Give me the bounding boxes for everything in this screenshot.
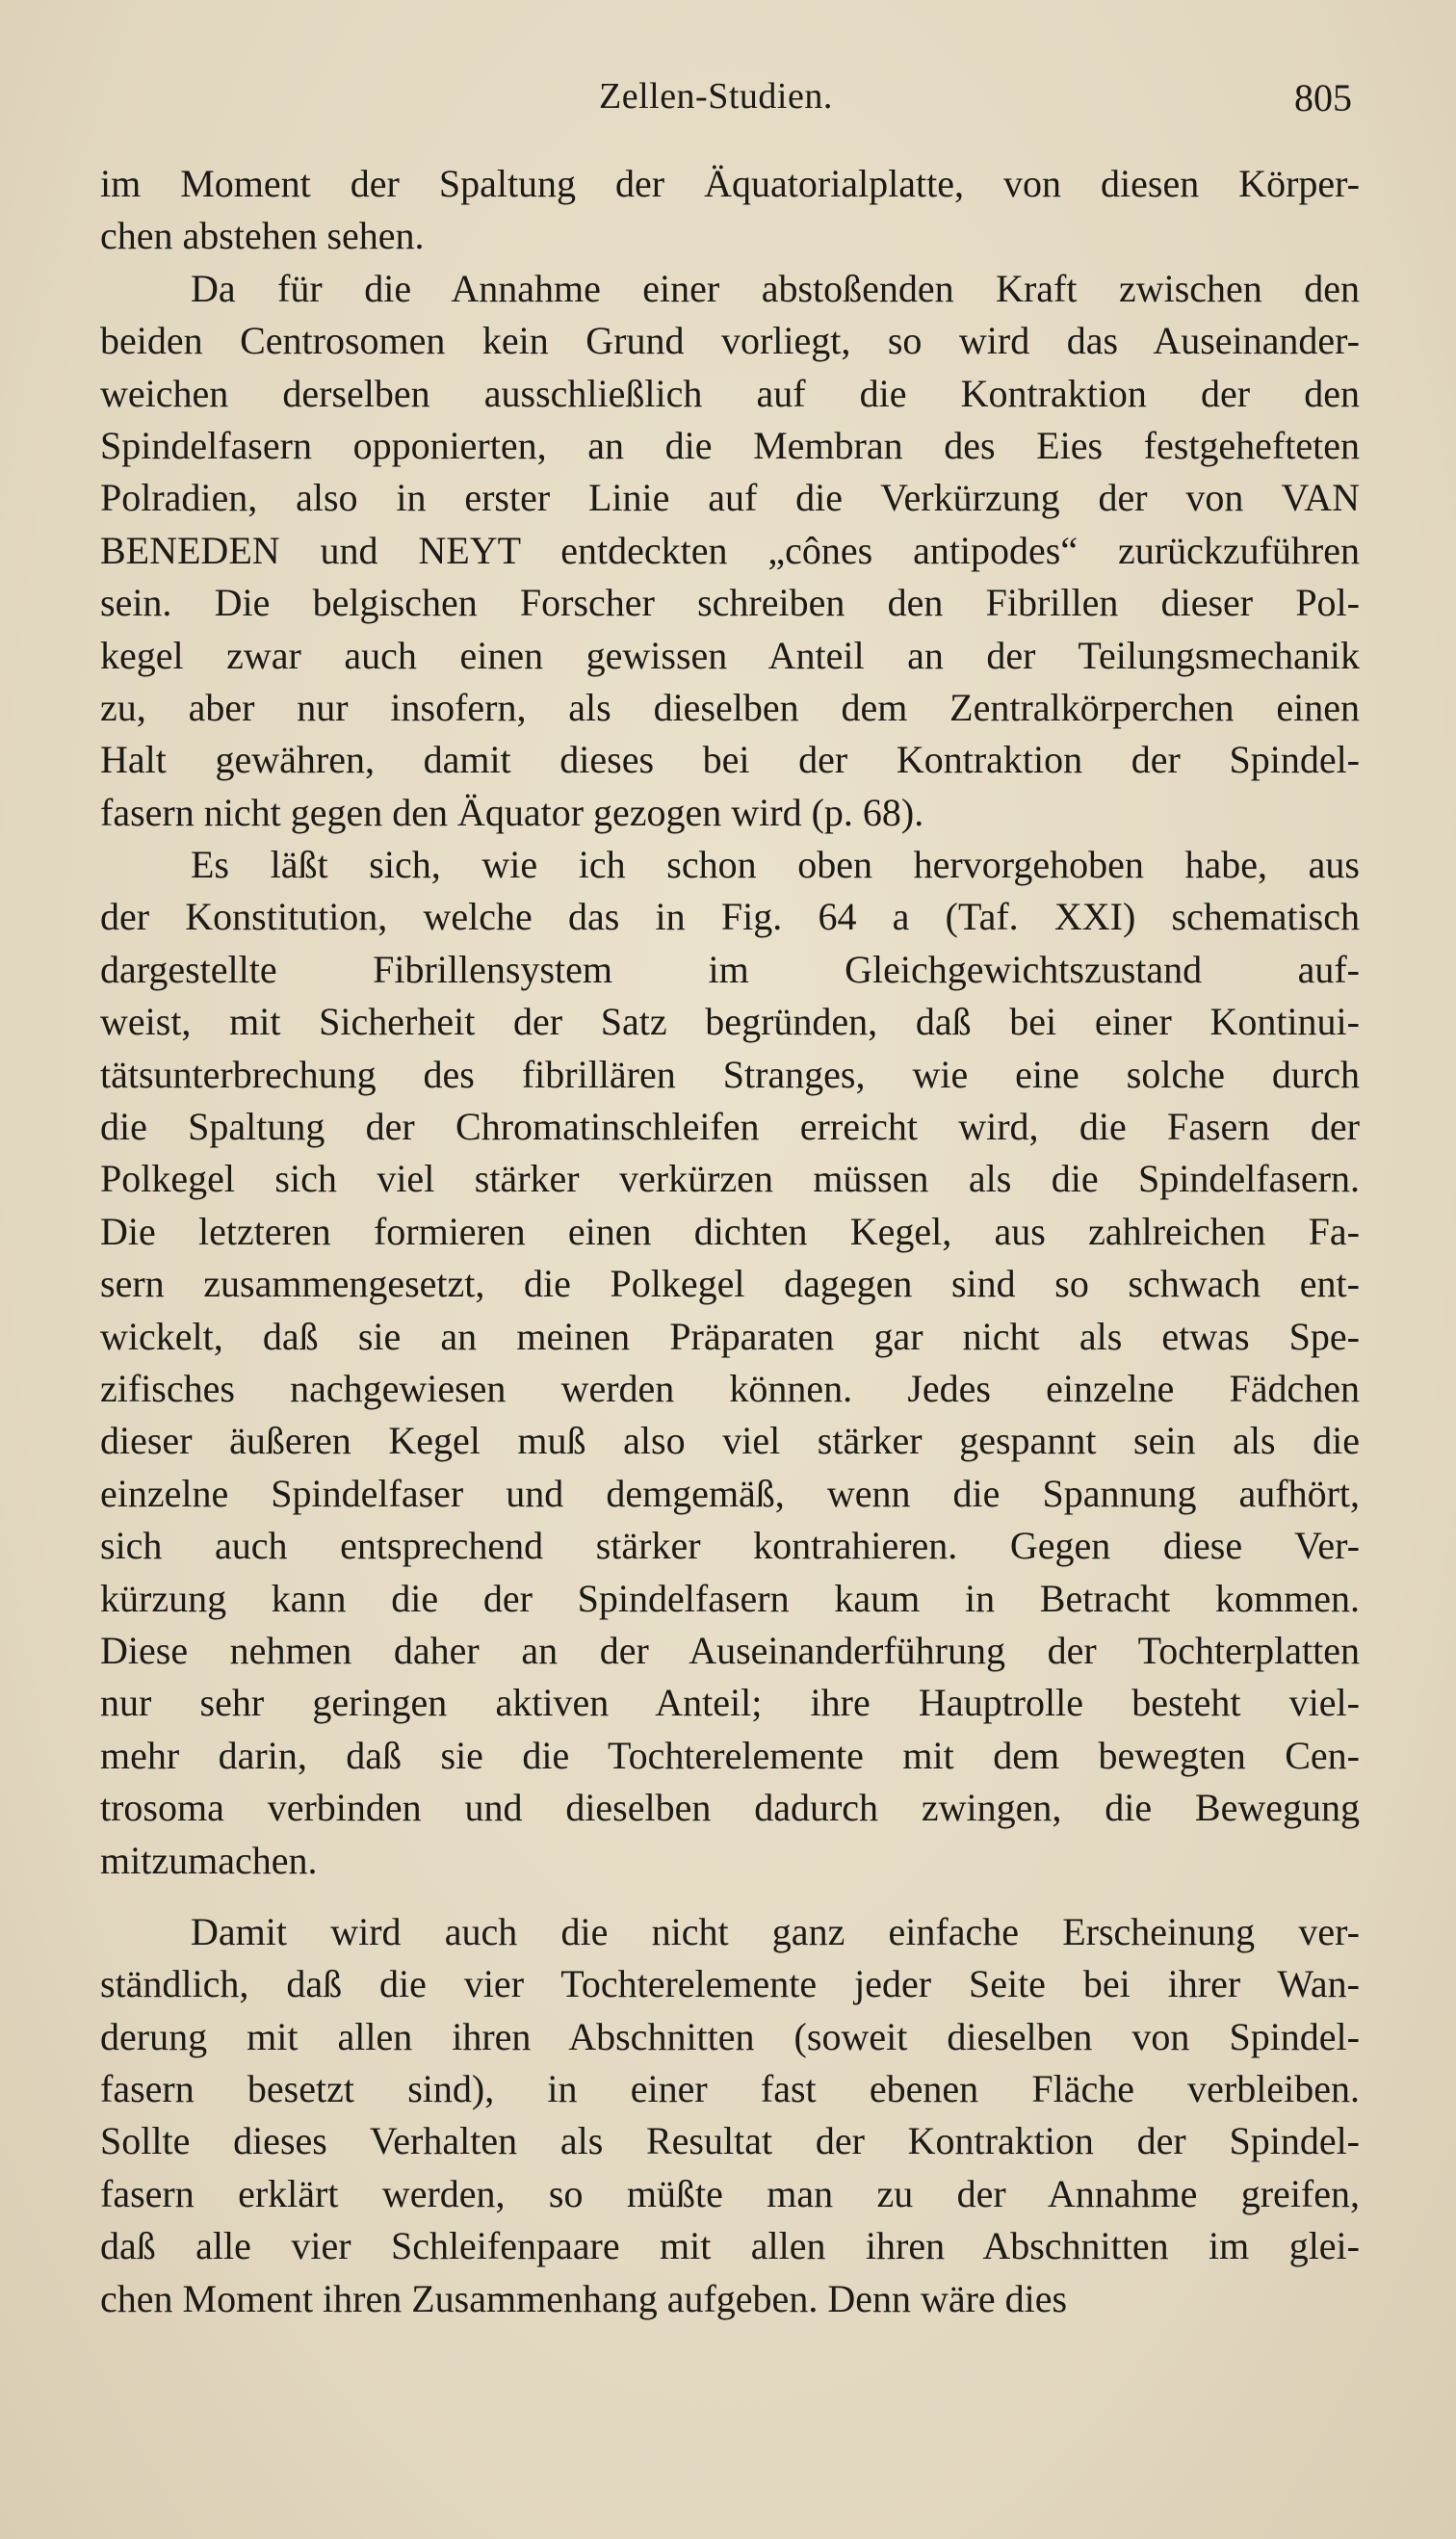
text-line: ständlich, daß die vier Tochterelemente jeder Seite bei ihrer Wan- [100, 1962, 1360, 2006]
text-line: fasern nicht gegen den Äquator gezogen wird (p. 68). [100, 790, 924, 834]
text-line: Spindelfasern opponierten, an die Membran des Eies festgehefteten [100, 423, 1360, 467]
text-line: beiden Centrosomen kein Grund vorliegt, so wird das Auseinander- [100, 319, 1360, 363]
text-line: trosoma verbinden und dieselben dadurch zwingen, die Bewegung [100, 1786, 1360, 1830]
running-title: Zellen-Studien. [599, 76, 833, 117]
text-line: sich auch entsprechend stärker kontrahieren. Gegen diese Ver- [100, 1524, 1360, 1568]
text-line: sein. Die belgischen Forscher schreiben den Fibrillen dieser Pol- [100, 581, 1360, 625]
text-line: der Konstitution, welche das in Fig. 64 a (Taf. XXI) schematisch [100, 895, 1360, 939]
text-line: daß alle vier Schleifenpaare mit allen ihren Abschnitten im glei- [100, 2224, 1360, 2268]
text-line: die Spaltung der Chromatinschleifen erreicht wird, die Fasern der [100, 1105, 1360, 1149]
text-line: Polradien, also in erster Linie auf die Verkürzung der von VAN [100, 476, 1360, 520]
text-line: tätsunterbrechung des fibrillären Stranges, wie eine solche durch [100, 1052, 1360, 1096]
text-line: mitzumachen. [100, 1838, 318, 1882]
text-line: Es läßt sich, wie ich schon oben hervorgehoben habe, aus [191, 843, 1360, 887]
text-line: dieser äußeren Kegel muß also viel stärker gespannt sein als die [100, 1419, 1360, 1463]
text-line: nur sehr geringen aktiven Anteil; ihre Hauptrolle besteht viel- [100, 1681, 1360, 1725]
text-line: chen Moment ihren Zusammenhang aufgeben. Denn wäre dies [100, 2276, 1068, 2320]
text-line: mehr darin, daß sie die Tochterelemente mit dem bewegten Cen- [100, 1733, 1360, 1777]
text-line: im Moment der Spaltung der Äquatorialplatte, von diesen Körper- [100, 162, 1360, 205]
paragraph-gap [100, 1887, 1360, 1906]
text-line: Polkegel sich viel stärker verkürzen müssen als die Spindelfasern. [100, 1157, 1360, 1201]
page-header [0, 75, 1456, 133]
text-line: Halt gewähren, damit dieses bei der Kontraktion der Spindel- [100, 738, 1360, 782]
text-line: fasern besetzt sind), in einer fast ebenen Fläche verbleiben. [100, 2067, 1360, 2111]
text-line: derung mit allen ihren Abschnitten (soweit dieselben von Spindel- [100, 2014, 1360, 2058]
text-line: BENEDEN und NEYT entdeckten „cônes antipodes“ zurückzuführen [100, 528, 1360, 572]
body-text [100, 158, 1360, 2325]
text-line: kürzung kann die der Spindelfasern kaum in Betracht kommen. [100, 1576, 1360, 1620]
text-line: wickelt, daß sie an meinen Präparaten gar nicht als etwas Spe- [100, 1314, 1360, 1358]
text-line: fasern erklärt werden, so müßte man zu der Annahme greifen, [100, 2171, 1360, 2215]
text-line: Damit wird auch die nicht ganz einfache Erscheinung ver- [191, 1909, 1360, 1953]
text-line: dargestellte Fibrillensystem im Gleichgewichtszustand auf- [100, 947, 1360, 991]
text-line: zifisches nachgewiesen werden können. Jedes einzelne Fädchen [100, 1366, 1360, 1410]
text-line: chen abstehen sehen. [100, 214, 425, 258]
text-line: weist, mit Sicherheit der Satz begründen, daß bei einer Kontinui- [100, 1000, 1360, 1044]
text-line: zu, aber nur insofern, als dieselben dem Zentralkörperchen einen [100, 685, 1360, 729]
text-line: kegel zwar auch einen gewissen Anteil an der Teilungsmechanik [100, 633, 1360, 677]
text-line: einzelne Spindelfaser und demgemäß, wenn die Spannung aufhört, [100, 1471, 1360, 1515]
text-line: Die letzteren formieren einen dichten Kegel, aus zahlreichen Fa- [100, 1209, 1360, 1253]
text-line: Sollte dieses Verhalten als Resultat der Kontraktion der Spindel- [100, 2119, 1360, 2163]
page-number: 805 [1294, 76, 1352, 119]
text-line: weichen derselben ausschließlich auf die Kontraktion der den [100, 371, 1360, 415]
text-line: sern zusammengesetzt, die Polkegel dagegen sind so schwach ent- [100, 1262, 1360, 1306]
text-line: Diese nehmen daher an der Auseinanderführung der Tochterplatten [100, 1628, 1360, 1672]
text-line: Da für die Annahme einer abstoßenden Kraft zwischen den [191, 266, 1360, 310]
